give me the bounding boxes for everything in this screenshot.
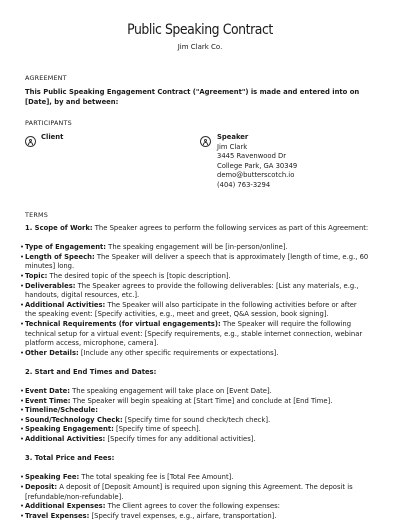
speaker-phone: (404) 763-3294	[217, 180, 271, 189]
times-item-label: Timeline/Schedule:	[25, 406, 98, 415]
scope-list	[25, 243, 370, 358]
speaker-name: Jim Clark	[217, 142, 248, 151]
scope-item-text: The Speaker will also participate in the following activities before or after the speaking event: [Specify activities, e.g., meet and greet, Q&A session, book signing].	[25, 300, 357, 319]
scope-item-label: Technical Requirements (for virtual engagements):	[25, 319, 221, 328]
scope-title: 1. Scope of Work:	[25, 224, 93, 232]
speaker-label: Speaker	[217, 133, 249, 141]
scope-item	[25, 320, 370, 349]
scope-item	[25, 282, 370, 301]
timeline-subitem-text: [Specify time of speech].	[113, 425, 201, 434]
expense-subitem-text: [Specify travel expenses, e.g., airfare, transportation].	[89, 511, 277, 520]
scope-item-label: Topic:	[25, 271, 48, 280]
speaker-person-icon	[200, 136, 211, 147]
expenses-sublist	[25, 512, 370, 521]
scope-item	[25, 253, 370, 272]
expense-subitem	[25, 512, 370, 521]
price-item-text: A deposit of [Deposit Amount] is required upon signing this Agreement. The deposit is [refundable/non-refundable].	[25, 483, 353, 501]
scope-item	[25, 301, 370, 320]
client-person-icon	[25, 136, 36, 147]
agreement-text: This Public Speaking Engagement Contract ("Agreement") is made and entered into on [Date], by and between:	[25, 88, 360, 106]
times-item	[25, 397, 370, 407]
scope-item-text: The Speaker will require the following technical setup for a virtual event: [Specify requirements, e.g., stable internet connection, webinar platform access, microphone, camera].	[25, 319, 363, 348]
scope-item	[25, 272, 370, 282]
scope-item-text: The desired topic of the speech is [topic description].	[47, 271, 231, 280]
price-item	[25, 473, 370, 483]
times-item-label: Event Time:	[25, 396, 71, 405]
scope-text: The Speaker agrees to perform the following services as part of this Agreement:	[92, 224, 369, 232]
times-item-label: Event Date:	[25, 387, 70, 396]
timeline-subitem	[25, 425, 370, 435]
price-item-text: The Client agrees to cover the following expenses:	[105, 502, 280, 511]
agreement-heading: AGREEMENT	[25, 74, 67, 82]
speaker-street: 3445 Ravenwood Dr	[217, 152, 287, 161]
times-item-text: The speaking engagement will take place on [Event Date].	[69, 387, 272, 396]
company-name: Jim Clark Co.	[177, 43, 223, 51]
scope-item-text: The Speaker agrees to provide the following deliverables: [List any materials, e.g., handouts, digital resources, etc.].	[25, 281, 359, 300]
participants-heading: PARTICIPANTS	[25, 119, 72, 127]
client-block	[41, 133, 63, 143]
timeline-subitem-label: Additional Activities:	[25, 435, 106, 444]
timeline-subitem-text: [Specify times for any additional activities].	[105, 435, 256, 444]
client-label: Client	[41, 133, 64, 141]
times-title: 2. Start and End Times and Dates:	[25, 367, 157, 376]
scope-item-text: The Speaker will deliver a speech that is approximately [length of time, e.g., 60 minutes] long.	[25, 252, 369, 271]
speaker-email[interactable]: demo@butterscotch.io	[217, 171, 295, 180]
scope-item	[25, 243, 370, 253]
timeline-subitem	[25, 416, 370, 426]
scope-item-text: [Include any other specific requirements or expectations].	[78, 348, 279, 357]
speaker-city: College Park, GA 30349	[217, 161, 298, 170]
times-item-text: The Speaker will begin speaking at [Start Time] and conclude at [End Time].	[70, 396, 333, 405]
times-list	[25, 387, 370, 416]
timeline-subitem-text: [Specify time for sound check/tech check].	[122, 415, 271, 424]
scope-item-label: Additional Activities:	[25, 300, 106, 309]
price-list	[25, 473, 370, 511]
scope-item	[25, 349, 370, 359]
price-title: 3. Total Price and Fees:	[25, 454, 115, 463]
times-item	[25, 406, 370, 416]
scope-item-text: The speaking engagement will be [in-person/online].	[106, 243, 288, 252]
price-item-label: Speaking Fee:	[25, 473, 80, 482]
page-title: Public Speaking Contract	[127, 22, 273, 38]
timeline-subitem	[25, 435, 370, 445]
timeline-subitem-label: Speaking Engagement:	[25, 425, 114, 434]
price-item-label: Deposit:	[25, 483, 58, 492]
scope-item-label: Type of Engagement:	[25, 243, 107, 252]
terms-body	[25, 224, 370, 521]
price-item	[25, 483, 370, 502]
price-item-label: Additional Expenses:	[25, 502, 106, 511]
scope-item-label: Length of Speech:	[25, 252, 95, 261]
scope-paragraph	[25, 224, 370, 234]
price-item-text: The total speaking fee is [Total Fee Amount].	[79, 473, 234, 482]
timeline-sublist	[25, 416, 370, 445]
timeline-subitem-label: Sound/Technology Check:	[25, 415, 123, 424]
scope-item-label: Other Details:	[25, 348, 79, 357]
terms-heading: TERMS	[25, 211, 48, 219]
speaker-block	[217, 133, 297, 191]
expense-subitem-label: Travel Expenses:	[25, 511, 90, 520]
times-item	[25, 387, 370, 397]
price-item	[25, 502, 370, 512]
scope-item-label: Deliverables:	[25, 281, 76, 290]
